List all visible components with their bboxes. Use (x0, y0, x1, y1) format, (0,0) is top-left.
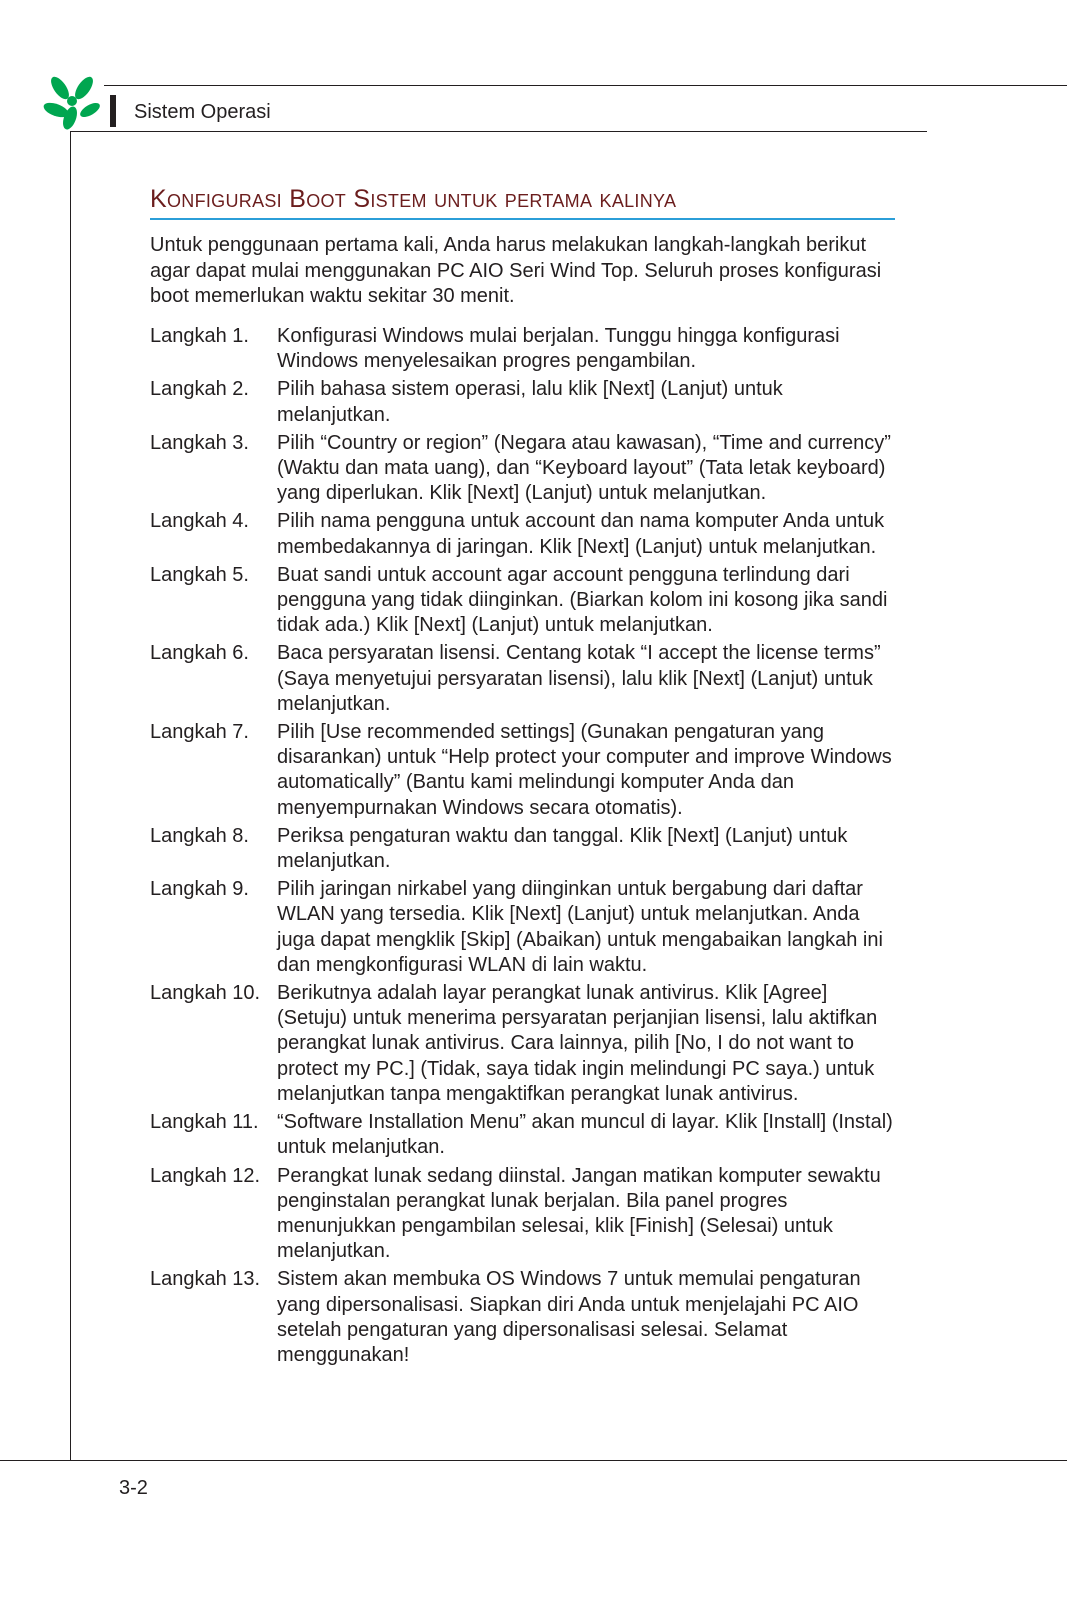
step-text: Pilih jaringan nirkabel yang diinginkan untuk bergabung dari daftar WLAN yang tersedia. Klik [Next] (Lanjut) untuk melanjutkan. Anda juga dapat mengklik [Skip] (Abaikan) untuk mengabaikan langkah ini dan mengkonfigurasi WLAN di lain waktu. (277, 878, 883, 976)
step-label: Langkah 13. (150, 1268, 261, 1291)
step-item (150, 377, 900, 427)
step-text: Pilih bahasa sistem operasi, lalu klik [Next] (Lanjut) untuk melanjutkan. (277, 378, 783, 426)
page-number: 3-2 (119, 1477, 148, 1499)
step-label: Langkah 6. (150, 642, 249, 665)
step-text: Perangkat lunak sedang diinstal. Jangan matikan komputer sewaktu penginstalan perangkat lunak berjalan. Bila panel progres menunjukkan pengambilan selesai, klik [Finish] (Selesai) untuk melanjutkan. (277, 1164, 881, 1263)
step-label: Langkah 3. (150, 431, 249, 454)
step-item (150, 720, 900, 821)
step-item (150, 509, 900, 559)
step-item (150, 981, 900, 1107)
step-label: Langkah 2. (150, 378, 249, 401)
step-item (150, 1267, 900, 1368)
step-item (150, 1110, 900, 1160)
step-label: Langkah 1. (150, 325, 249, 347)
header-bottom-rule (70, 131, 927, 132)
step-label: Langkah 5. (150, 563, 249, 586)
step-label: Langkah 11. (150, 1111, 259, 1134)
step-item (150, 877, 900, 978)
step-text: Pilih “Country or region” (Negara atau kawasan), “Time and currency” (Waktu dan mata uang), dan “Keyboard layout” (Tata letak keyboard) yang diperlukan. Klik [Next] (Lanjut) untuk melanjutkan. (277, 431, 891, 505)
step-text: “Software Installation Menu” akan muncul di layar. Klik [Install] (Instal) untuk melanjutkan. (277, 1111, 893, 1159)
step-text: Pilih [Use recommended settings] (Gunakan pengaturan yang disarankan) untuk “Help protect your computer and improve Windows automatically” (Bantu kami melindungi komputer Anda dan menyempurnakan Windows secara otomatis). (277, 721, 892, 819)
steps-list (150, 324, 900, 1371)
header-top-rule (104, 85, 1067, 86)
step-text: Berikutnya adalah layar perangkat lunak antivirus. Klik [Agree] (Setuju) untuk menerima persyaratan perjanjian lisensi, lalu aktifkan perangkat lunak antivirus. Cara lainnya, pilih [No, I do not want to protect my PC.] (Tidak, saya tidak ingin melindungi PC saya.) untuk melanjutkan tanpa mengaktifkan perangkat lunak antivirus. (277, 982, 878, 1105)
step-item (150, 1164, 900, 1265)
title-underline (150, 218, 895, 220)
step-text: Pilih nama pengguna untuk account dan nama komputer Anda untuk membedakannya di jaringan. Klik [Next] (Lanjut) untuk melanjutkan. (277, 510, 885, 558)
step-item (150, 641, 900, 717)
step-text: Buat sandi untuk account agar account pengguna terlindung dari pengguna yang tidak diinginkan. (Biarkan kolom ini kosong jika sandi tidak ada.) Klik [Next] (Lanjut) untuk melanjutkan. (277, 563, 888, 637)
page-margin-rule (70, 131, 71, 1461)
step-text: Konfigurasi Windows mulai berjalan. Tunggu hingga konfigurasi Windows menyelesaikan progres pengambilan. (277, 325, 840, 373)
header-accent-bar (110, 95, 116, 127)
footer-rule (0, 1460, 1067, 1461)
intro-paragraph: Untuk penggunaan pertama kali, Anda harus melakukan langkah-langkah berikut agar dapat mulai menggunakan PC AIO Seri Wind Top. Seluruh proses konfigurasi boot memerlukan waktu sekitar 30 menit. (150, 234, 882, 308)
green-clover-logo-icon (40, 74, 106, 130)
step-label: Langkah 10. (150, 982, 261, 1005)
step-item (150, 563, 900, 639)
step-label: Langkah 4. (150, 510, 249, 533)
step-text: Periksa pengaturan waktu dan tanggal. Klik [Next] (Lanjut) untuk melanjutkan. (277, 824, 848, 873)
logo-graphic (40, 74, 106, 130)
step-label: Langkah 9. (150, 878, 249, 901)
step-label: Langkah 12. (150, 1164, 261, 1187)
step-text: Sistem akan membuka OS Windows 7 untuk memulai pengaturan yang dipersonalisasi. Siapkan diri Anda untuk menjelajahi PC AIO setelah pengaturan yang dipersonalisasi selesai. Selamat menggunakan! (277, 1268, 861, 1366)
page-title: Konfigurasi Boot Sistem untuk pertama kalinya (150, 185, 677, 213)
step-text: Baca persyaratan lisensi. Centang kotak “I accept the license terms” (Saya menyetujui persyaratan lisensi), lalu klik [Next] (Lanjut) untuk melanjutkan. (277, 642, 881, 715)
section-name: Sistem Operasi (134, 101, 271, 123)
step-label: Langkah 7. (150, 721, 249, 744)
step-item (150, 324, 900, 374)
step-item (150, 824, 900, 874)
step-item (150, 431, 900, 507)
step-label: Langkah 8. (150, 824, 249, 847)
